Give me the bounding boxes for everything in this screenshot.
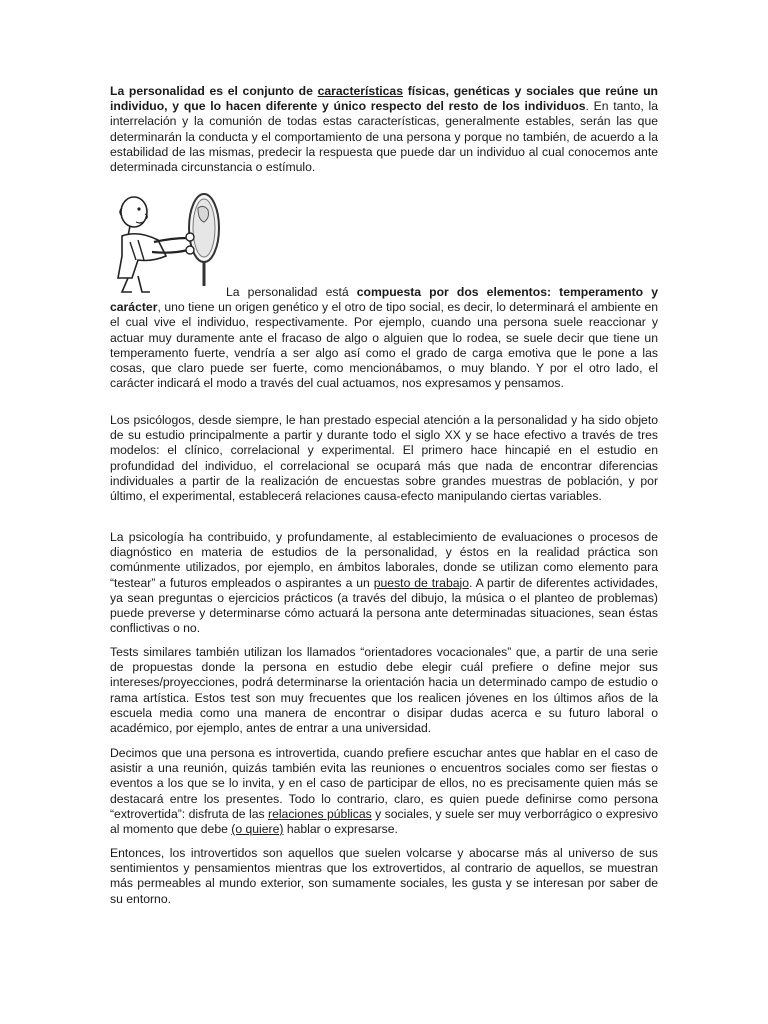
body-text: hablar o expresarse. [283,822,398,837]
characteristics-link[interactable]: características [317,84,403,98]
public-relations-link[interactable]: relaciones públicas [268,806,372,821]
paragraph-7 [110,846,658,907]
body-text: y sociales, y suele ser muy verborrágico o expresivo al momento que debe [110,806,658,837]
bold-text: La personalidad es el conjunto de [110,84,318,98]
paragraph-6 [110,746,658,837]
mirror-illustration [108,190,230,296]
bold-text: compuesta por dos elementos: temperamento y carácter [110,285,659,315]
paragraph-1 [110,84,658,175]
body-text: La psicología ha contribuido, y profundamente, al establecimiento de evaluaciones o procesos de diagnóstico en materia de estudios de la personalidad, y éstos en la realidad práctica son comúnmente utilizados, por ejemplo, en ámbitos laborales, donde se utilizan como elemento para “testear” a futuros empleados o aspirantes a un [110,530,658,590]
paragraph-5 [110,645,658,736]
body-text: . En tanto, la interrelación y la comunión de todas estas características, generalmente estables, serán las que determinarán la conducta y el comportamiento de una persona y porque no también, de acuerdo a la estabilidad de las mismas, predecir la respuesta que puede dar un individuo al cual conocemos ante determinada circunstancia o estímulo. [110,99,658,175]
paragraph-2 [110,285,658,391]
body-text: Tests similares también utilizan los llamados “orientadores vocacionales” que, a partir de una serie de propuestas donde la persona en estudio debe elegir cuál prefiere o define mejor sus intereses/proyecciones, podrá determinarse la orientación hacia un determinado campo de estudio o rama artística. Estos test son muy frecuentes que los realicen jóvenes en los últimos años de la escuela media como una manera de encontrar o disipar dudas acerca e su futuro laboral o académico, por ejemplo, antes de entrar a una universidad. [110,645,658,736]
paragraph-3 [110,413,658,504]
body-text: Entonces, los introvertidos son aquellos que suelen volcarse y abocarse más al universo de sus sentimientos y pensamientos mientras que los extrovertidos, al contrario de aquellos, se muestran más permeables al mundo exterior, son sumamente sociales, les gusta y se interesan por saber de su entorno. [110,846,658,906]
body-text: , uno tiene un origen genético y el otro de tipo social, es decir, lo determinará el ambiente en el cual vive el individuo, respectivamente. Por ejemplo, cuando una persona suele reaccionar y actuar muy duramente ante el fracaso de algo o alguien que lo rodea, se suele decir que tiene un temperamento fuerte, vendría a ser algo así como el grado de carga emotiva que le pone a las cosas, que claro puede ser fuerte, como mencionábamos, o muy blando. Y por el otro lado, el carácter indicará el modo a través del cual actuamos, nos expresamos y pensamos. [110,300,658,391]
man-mirror-icon [108,190,230,296]
bold-text: físicas, genéticas y sociales que reúne un individuo, y que lo hacen diferente y único respecto del resto de los individuos [110,84,659,114]
body-text: Decimos que una persona es introvertida, cuando prefiere escuchar antes que hablar en el caso de asistir a una reunión, quizás también evita las reuniones o encuentros sociales como ser fiestas o eventos a los que se lo invita, y en el caso de participar de ellos, no es precisamente quien más se destacará entre los presentes. Todo lo contrario, claro, es quien puede definirse como persona “extrovertida”: disfruta de las [110,746,658,821]
body-text: Los psicólogos, desde siempre, le han prestado especial atención a la personalidad y ha sido objeto de su estudio principalmente a partir y durante todo el siglo XX y se hace efectivo a través de tres modelos: el clínico, correlacional y experimental. El primero hace hincapié en el estudio en profundidad del individuo, el correlacional se ocupará más que nada de encontrar diferencias individuales a partir de la realización de encuestas sobre grandes muestras de población, y por último, el experimental, establecerá relaciones causa-efecto manipulando ciertas variables. [110,413,658,504]
body-text: La personalidad está [226,285,357,299]
underlined-text: (o quiere) [231,822,284,837]
paragraph-4 [110,530,658,636]
job-position-link[interactable]: puesto de trabajo [373,575,470,590]
body-text: . A partir de diferentes actividades, ya sean preguntas o ejercicios prácticos (a través del dibujo, la música o el planteo de problemas) puede preverse y determinarse cómo actuará la persona ante determinadas situaciones, sean éstas conflictivas o no. [110,575,658,636]
